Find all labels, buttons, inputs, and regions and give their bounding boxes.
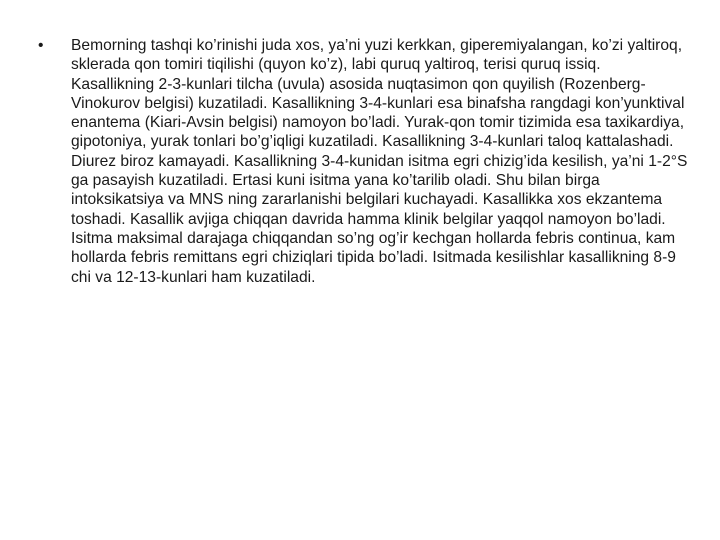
bullet-item: [38, 36, 688, 287]
slide-body: [38, 36, 688, 287]
bullet-list: [38, 36, 688, 287]
bullet-marker: •: [38, 37, 44, 54]
bullet-text: Bemorning tashqi ko’rinishi juda xos, ya’ni yuzi kerkkan, giperemiyalangan, ko’zi yaltiroq, sklerada qon tomiri tiqilishi (quyon ko’z), labi quruq yaltiroq, terisi quruq issiq. Kasallikning 2-3-kunlari tilcha (uvula) asosida nuqtasimon qon quyilish (Rozenberg-Vinokurov belgisi) kuzatiladi. Kasallikning 3-4-kunlari esa binafsha rangdagi kon’yunktival enantema (Kiari-Avsin belgisi) namoyon bo’ladi. Yurak-qon tomir tizimida esa taxikardiya, gipotoniya, yurak tonlari bo’g’iqligi kuzatiladi. Kasallikning 3-4-kunlari taloq kattalashadi. Diurez biroz kamayadi. Kasallikning 3-4-kunidan isitma egri chizig’ida kesilish, ya’ni 1-2°S ga pasayish kuzatiladi. Ertasi kuni isitma yana ko’tarilib oladi. Shu bilan birga intoksikatsiya va MNS ning zararlanishi belgilari kuchayadi. Kasallikka xos ekzantema toshadi. Kasallik avjiga chiqqan davrida hamma klinik belgilar yaqqol namoyon bo’ladi. Isitma maksimal darajaga chiqqandan so’ng og’ir kechgan hollarda febris continua, kam hollarda febris remittans egri chiziqlari tipida bo’ladi. Isitmada kesilishlar kasallikning 8-9 chi va 12-13-kunlari ham kuzatiladi.: [71, 37, 688, 286]
